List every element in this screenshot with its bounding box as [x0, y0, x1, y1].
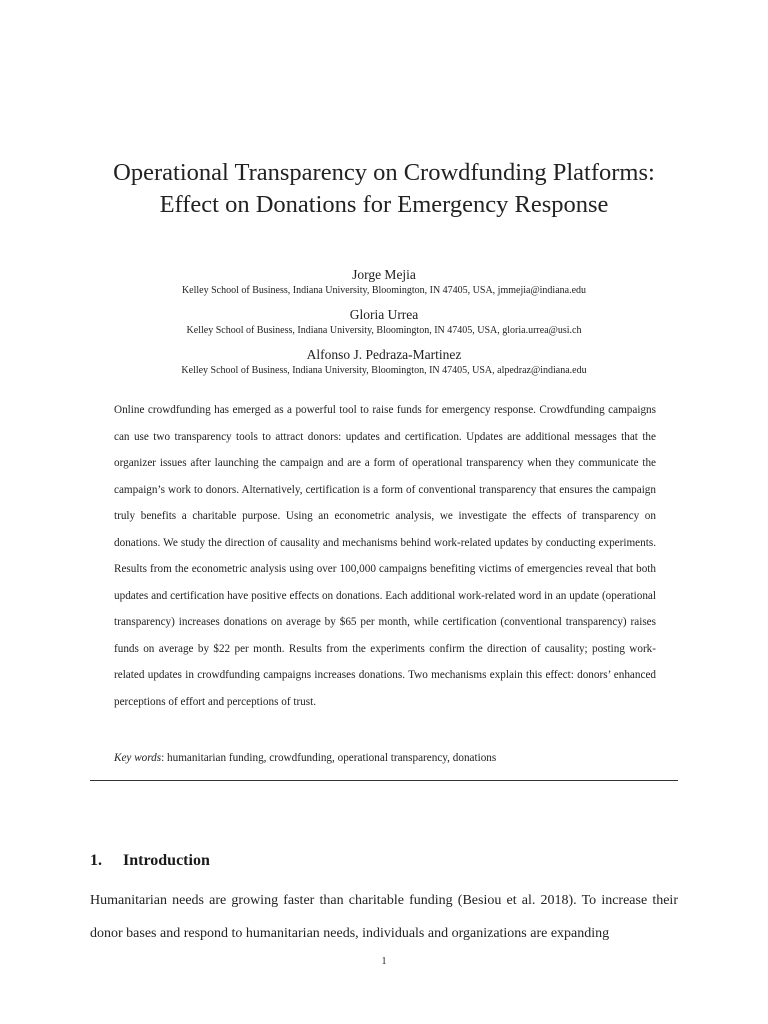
- keywords-label: Key words: [114, 752, 162, 764]
- abstract: Online crowdfunding has emerged as a powerful tool to raise funds for emergency response. Crowdfunding campaigns can use two transparency tools to attract donors: updates and certification. Updates are additional messages that the organizer issues after launching the campaign and are a form of operational transparency when they communicate the campaign’s work to donors. Alternatively, certification is a form of conventional transparency that ensures the campaign truly benefits a charitable purpose. Using an econometric analysis, we investigate the effects of transparency on donations. We study the direction of causality and mechanisms behind work-related updates by conducting experiments. Results from the econometric analysis using over 100,000 campaigns benefiting victims of emergencies reveal that both updates and certification have positive effects on donations. Each additional work-related word in an update (operational transparency) increases donations on average by $65 per month, while certification (conventional transparency) raises funds on average by $22 per month. Results from the experiments confirm the direction of causality; posting work-related updates in crowdfunding campaigns increases donations. Two mechanisms explain this effect: donors’ enhanced perceptions of effort and perceptions of trust.: [114, 404, 656, 708]
- separator-rule: [90, 780, 678, 781]
- author-name: Gloria Urrea: [349, 307, 419, 322]
- author-affiliation: Kelley School of Business, Indiana University, Bloomington, IN 47405, USA, gloria.urrea@usi.ch: [186, 325, 582, 336]
- author-name: Jorge Mejia: [352, 267, 416, 282]
- author-3: [90, 346, 678, 378]
- author-affiliation: Kelley School of Business, Indiana University, Bloomington, IN 47405, USA, jmmejia@indiana.edu: [181, 285, 587, 296]
- paper-title: Operational Transparency on Crowdfunding Platforms: Effect on Donations for Emergency Response: [113, 159, 655, 218]
- section-number: 1.: [90, 852, 102, 869]
- page-number: 1: [381, 956, 387, 967]
- author-name: Alfonso J. Pedraza-Martinez: [306, 347, 462, 362]
- section-body-text: Humanitarian needs are growing faster than charitable funding (Besiou et al. 2018). To increase their donor bases and respond to humanitarian needs, individuals and organizations are expanding: [90, 893, 678, 941]
- author-1: [90, 266, 678, 298]
- author-affiliation: Kelley School of Business, Indiana University, Bloomington, IN 47405, USA, alpedraz@indiana.edu: [181, 365, 587, 376]
- section-title: Introduction: [123, 852, 210, 869]
- keywords: [114, 749, 674, 767]
- keywords-list: : humanitarian funding, crowdfunding, operational transparency, donations: [161, 752, 497, 764]
- author-2: [90, 306, 678, 338]
- section-heading: [90, 850, 210, 872]
